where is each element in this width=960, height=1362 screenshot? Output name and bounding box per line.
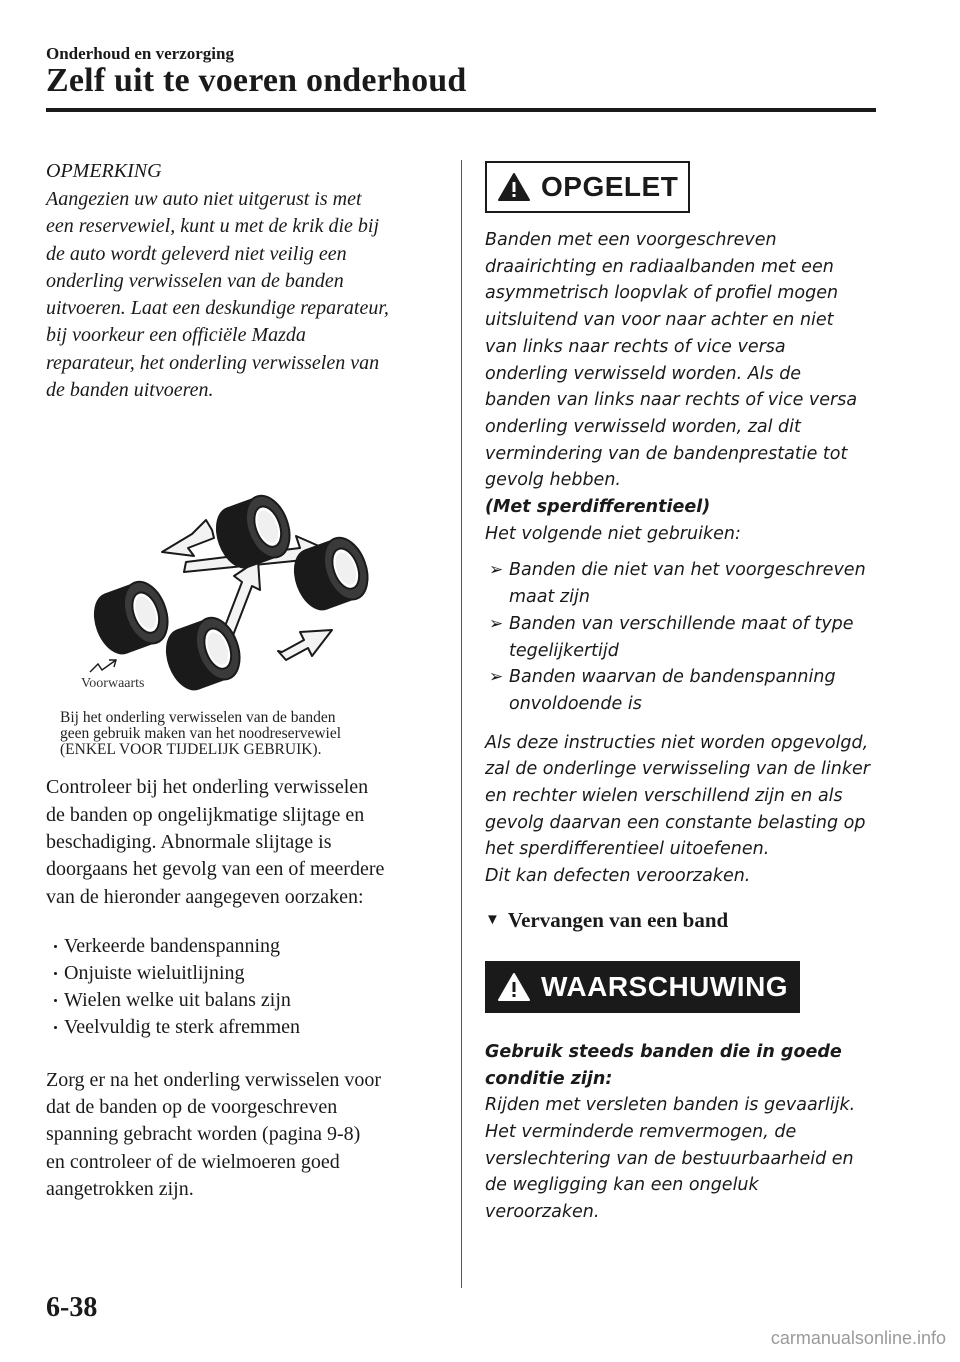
caution-line: onderling verwisseld worden, zal dit [485, 416, 801, 437]
forward-arrow-icon [90, 660, 116, 672]
section-heading [485, 908, 885, 933]
caution-consequence [485, 730, 885, 890]
bullet-dot-icon [54, 999, 57, 1002]
inspection-paragraph [46, 774, 446, 910]
caution-line: het sperdifferentieel uitoefenen. [485, 839, 770, 860]
caution-label: OPGELET [541, 171, 679, 202]
page-title: Zelf uit te voeren onderhoud [46, 62, 467, 99]
tire-rotation-figure [46, 444, 446, 706]
page-number: 6-38 [46, 1292, 98, 1323]
paragraph-line: beschadiging. Abnormale slijtage is [46, 830, 332, 853]
note-heading: OPMERKING [46, 160, 162, 182]
caution-line: draairichting en radiaalbanden met een [485, 256, 834, 277]
caution-line: gevolg hebben. [485, 470, 621, 491]
caution-line: Als deze instructies niet worden opgevolgd, [485, 732, 869, 753]
list-item: ➢ Banden van verschillende maat of type tegelijkertijd [485, 611, 885, 664]
caution-label-box [485, 161, 690, 213]
section-heading-text: Vervangen van een band [507, 907, 729, 932]
right-column [485, 161, 885, 1226]
caution-line: Dit kan defecten veroorzaken. [485, 866, 751, 887]
note-body [46, 186, 446, 404]
caution-body [485, 227, 885, 547]
bullet-dot-icon [54, 1026, 57, 1029]
caption-line: Bij het onderling verwisselen van de banden [60, 709, 336, 727]
paragraph-line: aangetrokken zijn. [46, 1178, 194, 1201]
caution-line: Banden met een voorgeschreven [485, 230, 777, 250]
warning-body [485, 1039, 885, 1226]
paragraph-line: doorgaans het gevolg van een of meerdere [46, 858, 385, 881]
list-item: Veelvuldig te sterk afremmen [54, 1014, 446, 1041]
section-label: Onderhoud en verzorging [46, 44, 234, 63]
pressure-paragraph [46, 1067, 446, 1203]
note-line: bij voorkeur een officiële Mazda [46, 324, 306, 347]
caution-line: asymmetrisch loopvlak of profiel mogen [485, 283, 839, 304]
paragraph-line: dat de banden op de voorgeschreven [46, 1096, 338, 1119]
caution-subheading: (Met sperdifferentieel) [485, 497, 711, 518]
paragraph-line: Zorg er na het onderling verwisselen voor [46, 1068, 382, 1091]
list-item: Wielen welke uit balans zijn [54, 987, 446, 1014]
tire-front-left [86, 576, 176, 661]
warning-line: verslechtering van de bestuurbaarheid en [485, 1148, 854, 1169]
warning-triangle-icon [497, 972, 531, 1002]
arrow-rear-left-to-front-left [162, 520, 214, 556]
caption-line: (ENKEL VOOR TIJDELIJK GEBRUIK). [60, 741, 322, 759]
caution-list [485, 557, 885, 717]
caution-line: van links naar rechts of vice versa [485, 336, 786, 357]
cause-list [54, 933, 446, 1041]
warning-label-box [485, 961, 800, 1013]
caution-line: vermindering van de bandenprestatie tot [485, 443, 848, 464]
caution-intro: Het volgende niet gebruiken: [485, 523, 741, 544]
arrow-bullet-icon: ➢ [489, 560, 504, 581]
paragraph-line: en controleer of de wielmoeren goed [46, 1150, 340, 1173]
caution-line: uitsluitend van voor naar achter en niet [485, 310, 834, 331]
note-line: een reservewiel, kunt u met de krik die bij [46, 215, 380, 238]
caption-line: geen gebruik maken van het noodreservewiel [60, 725, 342, 743]
title-rule [46, 108, 876, 112]
note-line: reparateur, het onderling verwisselen van [46, 351, 380, 374]
paragraph-line: Controleer bij het onderling verwisselen [46, 776, 369, 799]
paragraph-line: van de hieronder aangegeven oorzaken: [46, 885, 364, 908]
warning-triangle-icon [497, 172, 531, 202]
note-line: de banden uitvoeren. [46, 379, 214, 402]
warning-bold-line: conditie zijn: [485, 1068, 613, 1089]
paragraph-line: spanning gebracht worden (pagina 9-8) [46, 1123, 361, 1146]
warning-line: Het verminderde remvermogen, de [485, 1121, 797, 1142]
warning-line: Rijden met versleten banden is gevaarlijk. [485, 1095, 856, 1116]
arrow-rear-right-to-front-right [278, 630, 332, 660]
note-line: Aangezien uw auto niet uitgerust is met [46, 188, 362, 210]
watermark: carmanualsonline.info [770, 1328, 946, 1348]
caution-line: zal de onderlinge verwisseling van de linker [485, 759, 870, 780]
caution-line: en rechter wielen verschillend zijn en als [485, 786, 843, 807]
warning-line: veroorzaken. [485, 1202, 600, 1223]
caution-line: banden van links naar rechts of vice versa [485, 390, 858, 411]
note-line: de auto wordt geleverd niet veilig een [46, 242, 347, 265]
caution-line: onderling verwisseld worden. Als de [485, 363, 802, 384]
warning-label: WAARSCHUWING [541, 970, 789, 1002]
paragraph-line: de banden op ongelijkmatige slijtage en [46, 803, 365, 826]
figure-caption [60, 710, 446, 758]
arrow-bullet-icon: ➢ [489, 667, 504, 688]
forward-label: Voorwaarts [81, 676, 145, 692]
note-line: uitvoeren. Laat een deskundige reparateur, [46, 297, 389, 320]
list-item: ➢ Banden die niet van het voorgeschreven maat zijn [485, 557, 885, 610]
tire-rotation-diagram [46, 444, 446, 706]
bullet-dot-icon [54, 945, 57, 948]
note-line: onderling verwisselen van de banden [46, 269, 344, 292]
bullet-dot-icon [54, 972, 57, 975]
caution-line: gevolg daarvan een constante belasting op [485, 812, 866, 833]
list-item: ➢ Banden waarvan de bandenspanning onvoldoende is [485, 664, 885, 717]
arrow-bullet-icon: ➢ [489, 613, 504, 634]
left-column [46, 158, 446, 1203]
warning-line: de wegligging kan een ongeluk [485, 1175, 759, 1196]
list-item: Verkeerde bandenspanning [54, 933, 446, 960]
warning-bold-line: Gebruik steeds banden die in goede [485, 1041, 842, 1062]
column-divider [461, 160, 462, 1288]
triangle-down-icon: ▼ [485, 911, 500, 928]
list-item: Onjuiste wieluitlijning [54, 960, 446, 987]
